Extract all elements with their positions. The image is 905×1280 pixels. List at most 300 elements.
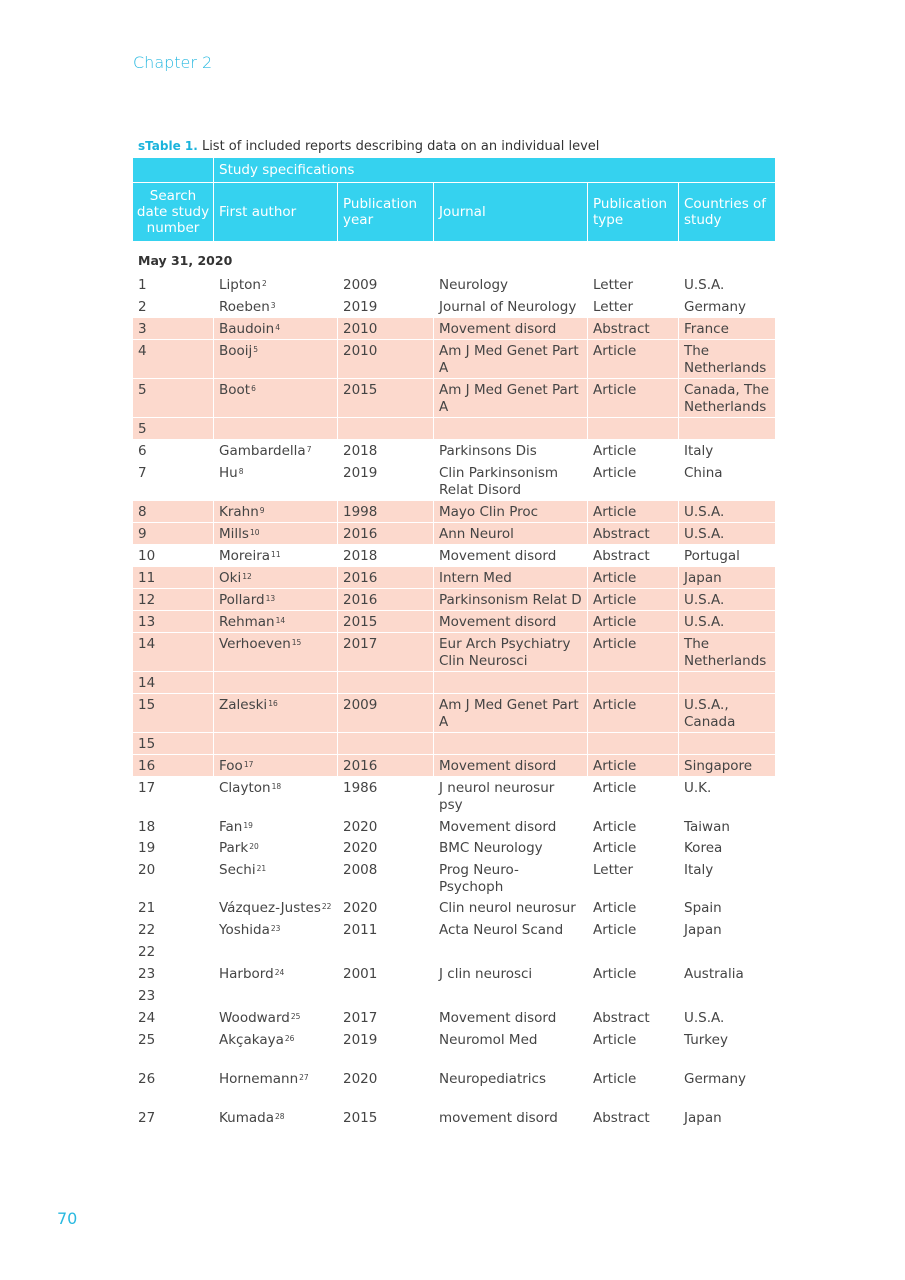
reference-superscript: 8 (238, 467, 244, 476)
cell-publication-type (588, 378, 679, 417)
cell-country (679, 417, 775, 439)
cell-publication-year (338, 693, 434, 732)
cell-publication-type (588, 1006, 679, 1028)
cell-journal (434, 317, 588, 339)
cell-publication-type-text: Abstract (593, 526, 650, 542)
cell-country-text: Taiwan (684, 819, 730, 835)
cell-country (679, 566, 775, 588)
cell-search-number (133, 962, 214, 984)
cell-publication-year (338, 984, 434, 1006)
cell-publication-type-text: Article (593, 382, 637, 398)
cell-country-text: The Netherlands (684, 636, 767, 669)
cell-publication-year (338, 500, 434, 522)
cell-journal-text: Mayo Clin Proc (439, 504, 539, 520)
cell-publication-year (338, 417, 434, 439)
cell-country-text: The Netherlands (684, 343, 767, 376)
cell-search-number (133, 632, 214, 671)
cell-publication-year (338, 632, 434, 671)
table-row (133, 1106, 775, 1128)
table-row (133, 522, 775, 544)
cell-search-number-text: 23 (138, 988, 156, 1004)
cell-search-number-text: 8 (138, 504, 147, 520)
cell-publication-year-text: 2010 (343, 343, 378, 359)
table-caption-label: sTable 1. (138, 139, 198, 153)
cell-journal (434, 632, 588, 671)
cell-publication-type-text: Article (593, 504, 637, 520)
cell-publication-year (338, 754, 434, 776)
cell-publication-year-text: 2016 (343, 570, 378, 586)
cell-journal (434, 378, 588, 417)
table-row (133, 858, 775, 896)
cell-publication-type-text: Article (593, 819, 637, 835)
cell-publication-year (338, 776, 434, 815)
reference-superscript: 26 (284, 1034, 295, 1043)
cell-journal-text: movement disord (439, 1110, 558, 1126)
cell-search-number-text: 2 (138, 299, 147, 315)
cell-country-text: Turkey (684, 1032, 728, 1048)
table-row (133, 918, 775, 940)
cell-publication-type (588, 1028, 679, 1067)
cell-publication-type-text: Article (593, 697, 637, 713)
cell-publication-type (588, 918, 679, 940)
cell-first-author (214, 1006, 338, 1028)
cell-publication-type-text: Article (593, 966, 637, 982)
cell-publication-year-text: 2016 (343, 758, 378, 774)
reference-superscript: 19 (243, 821, 253, 830)
table-row (133, 836, 775, 858)
cell-search-number (133, 918, 214, 940)
cell-first-author-text: Baudoin (219, 321, 275, 337)
cell-first-author (214, 522, 338, 544)
cell-search-number-text: 21 (138, 900, 156, 916)
cell-country (679, 439, 775, 461)
cell-first-author (214, 693, 338, 732)
cell-first-author (214, 500, 338, 522)
cell-journal (434, 461, 588, 500)
cell-search-number (133, 461, 214, 500)
cell-journal-text: Journal of Neurology (439, 299, 577, 315)
cell-journal (434, 295, 588, 317)
cell-publication-type-text: Article (593, 570, 637, 586)
page-number: 70 (57, 1209, 78, 1228)
cell-search-number (133, 378, 214, 417)
cell-country-text: Japan (684, 570, 722, 586)
cell-first-author (214, 858, 338, 896)
cell-country (679, 962, 775, 984)
cell-country (679, 544, 775, 566)
cell-publication-type (588, 588, 679, 610)
cell-journal (434, 417, 588, 439)
cell-search-number (133, 693, 214, 732)
cell-search-number (133, 339, 214, 378)
table-row (133, 693, 775, 732)
cell-search-number-text: 11 (138, 570, 156, 586)
cell-publication-type (588, 610, 679, 632)
table-row (133, 984, 775, 1006)
cell-search-number (133, 732, 214, 754)
cell-country-text: China (684, 465, 723, 481)
cell-search-number (133, 1006, 214, 1028)
cell-publication-type (588, 632, 679, 671)
cell-country (679, 1006, 775, 1028)
cell-journal-text: Parkinsonism Relat D (439, 592, 582, 608)
cell-country (679, 858, 775, 896)
cell-search-number-text: 13 (138, 614, 156, 630)
reference-superscript: 18 (271, 782, 282, 791)
cell-search-number-text: 5 (138, 421, 147, 437)
cell-search-number (133, 858, 214, 896)
table-row (133, 544, 775, 566)
cell-search-number-text: 20 (138, 862, 156, 878)
cell-journal-text: Intern Med (439, 570, 512, 586)
cell-country-text: Spain (684, 900, 722, 916)
cell-search-number (133, 671, 214, 693)
cell-country (679, 896, 775, 918)
cell-publication-year-text: 2009 (343, 697, 378, 713)
cell-publication-year (338, 273, 434, 295)
cell-search-number-text: 3 (138, 321, 147, 337)
cell-first-author-text: Moreira (219, 548, 271, 564)
cell-journal-text: Movement disord (439, 758, 557, 774)
cell-country (679, 610, 775, 632)
reference-superscript: 14 (275, 616, 286, 625)
cell-first-author-text: Vázquez-Justes (219, 900, 321, 916)
reference-superscript: 7 (306, 445, 312, 454)
reference-superscript: 13 (265, 594, 276, 603)
cell-publication-type (588, 544, 679, 566)
table-row (133, 1028, 775, 1067)
cell-publication-type (588, 439, 679, 461)
cell-country (679, 317, 775, 339)
cell-publication-year-text: 2016 (343, 592, 378, 608)
cell-country-text: Germany (684, 1071, 747, 1087)
cell-country (679, 461, 775, 500)
reference-superscript: 23 (270, 924, 281, 933)
reference-superscript: 6 (251, 384, 256, 393)
cell-country (679, 732, 775, 754)
table-column-header-row (133, 183, 775, 241)
table-row (133, 896, 775, 918)
cell-publication-type-text: Article (593, 1071, 637, 1087)
cell-country (679, 588, 775, 610)
cell-publication-year-text: 2020 (343, 819, 378, 835)
cell-journal-text: Eur Arch Psychiatry Clin Neurosci (439, 636, 571, 669)
column-header-first-author: First author (214, 183, 338, 241)
reference-superscript: 27 (299, 1073, 309, 1082)
group-header-spacer (133, 158, 214, 183)
cell-publication-year-text: 1998 (343, 504, 378, 520)
cell-publication-type-text: Article (593, 840, 637, 856)
table-row (133, 317, 775, 339)
cell-publication-year (338, 461, 434, 500)
cell-publication-type-text: Abstract (593, 1010, 650, 1026)
cell-publication-type (588, 339, 679, 378)
cell-search-number-text: 22 (138, 922, 156, 938)
cell-search-number-text: 14 (138, 675, 156, 691)
cell-publication-year-text: 2008 (343, 862, 378, 878)
cell-publication-type-text: Abstract (593, 321, 650, 337)
cell-search-number (133, 815, 214, 836)
cell-country-text: U.K. (684, 780, 712, 796)
cell-search-number (133, 500, 214, 522)
cell-journal-text: Neuropediatrics (439, 1071, 546, 1087)
table-row (133, 273, 775, 295)
column-header-search-number: Search date study number (133, 183, 214, 241)
cell-search-number (133, 1028, 214, 1067)
column-header-journal: Journal (434, 183, 588, 241)
reference-superscript: 17 (243, 760, 254, 769)
cell-country (679, 1067, 775, 1106)
cell-search-number (133, 896, 214, 918)
cell-journal-text: Movement disord (439, 1010, 557, 1026)
cell-search-number-text: 17 (138, 780, 156, 796)
cell-country (679, 754, 775, 776)
cell-journal-text: Neuromol Med (439, 1032, 538, 1048)
cell-publication-year-text: 2018 (343, 443, 378, 459)
cell-publication-type-text: Article (593, 780, 637, 796)
cell-journal (434, 610, 588, 632)
table-row (133, 754, 775, 776)
group-header-study-specifications: Study specifications (214, 158, 775, 183)
cell-country (679, 984, 775, 1006)
cell-journal (434, 566, 588, 588)
cell-journal-text: BMC Neurology (439, 840, 543, 856)
cell-first-author (214, 918, 338, 940)
reference-superscript: 20 (249, 842, 259, 851)
cell-journal (434, 1006, 588, 1028)
table-row (133, 940, 775, 962)
reference-superscript: 12 (242, 572, 252, 581)
cell-publication-type (588, 732, 679, 754)
cell-publication-year (338, 378, 434, 417)
cell-first-author (214, 671, 338, 693)
cell-first-author-text: Fan (219, 819, 243, 835)
cell-first-author-text: Zaleski (219, 697, 268, 713)
cell-first-author (214, 417, 338, 439)
cell-first-author (214, 1106, 338, 1128)
cell-first-author (214, 962, 338, 984)
chapter-heading: Chapter 2 (133, 53, 213, 72)
cell-publication-year-text: 2019 (343, 1032, 378, 1048)
cell-country-text: France (684, 321, 729, 337)
cell-country (679, 815, 775, 836)
cell-first-author-text: Krahn (219, 504, 259, 520)
cell-publication-year (338, 836, 434, 858)
cell-first-author (214, 1028, 338, 1067)
cell-publication-year-text: 2020 (343, 840, 378, 856)
table-row (133, 588, 775, 610)
reference-superscript: 4 (275, 323, 281, 332)
cell-country-text: U.S.A. (684, 526, 725, 542)
cell-search-number-text: 12 (138, 592, 156, 608)
cell-publication-type (588, 984, 679, 1006)
cell-publication-year (338, 1067, 434, 1106)
cell-search-number-text: 6 (138, 443, 147, 459)
cell-publication-year-text: 2019 (343, 465, 378, 481)
cell-journal (434, 858, 588, 896)
cell-first-author-text: Verhoeven (219, 636, 291, 652)
reference-superscript: 3 (270, 301, 276, 310)
cell-search-number-text: 10 (138, 548, 156, 564)
cell-search-number (133, 776, 214, 815)
cell-first-author-text: Lipton (219, 277, 261, 293)
table-row (133, 962, 775, 984)
cell-search-number-text: 24 (138, 1010, 156, 1026)
cell-first-author-text: Kumada (219, 1110, 275, 1126)
cell-country-text: Canada, The Netherlands (684, 382, 770, 415)
cell-first-author-text: Yoshida (219, 922, 270, 938)
cell-country-text: Italy (684, 443, 714, 459)
cell-publication-year-text: 2020 (343, 1071, 378, 1087)
cell-journal-text: Am J Med Genet Part A (439, 382, 579, 415)
cell-search-number-text: 1 (138, 277, 147, 293)
cell-search-number-text: 27 (138, 1110, 156, 1126)
section-row (133, 241, 775, 273)
cell-publication-type-text: Article (593, 614, 637, 630)
cell-search-number-text: 19 (138, 840, 156, 856)
cell-search-number-text: 26 (138, 1071, 156, 1087)
cell-country (679, 339, 775, 378)
cell-journal-text: Movement disord (439, 548, 557, 564)
cell-country-text: Korea (684, 840, 723, 856)
cell-journal (434, 339, 588, 378)
reference-superscript: 10 (249, 528, 260, 537)
cell-publication-year (338, 858, 434, 896)
cell-first-author (214, 439, 338, 461)
reference-superscript: 5 (253, 345, 259, 354)
cell-first-author-text: Woodward (219, 1010, 290, 1026)
cell-publication-type (588, 671, 679, 693)
cell-journal-text: Acta Neurol Scand (439, 922, 564, 938)
cell-search-number-text: 7 (138, 465, 147, 481)
cell-first-author-text: Hornemann (219, 1071, 299, 1087)
reference-superscript: 9 (259, 506, 265, 515)
cell-publication-type (588, 836, 679, 858)
cell-publication-year-text: 2019 (343, 299, 378, 315)
cell-publication-year (338, 918, 434, 940)
cell-publication-year-text: 2020 (343, 900, 378, 916)
cell-first-author (214, 836, 338, 858)
cell-first-author-text: Rehman (219, 614, 275, 630)
cell-publication-type (588, 962, 679, 984)
cell-country-text: U.S.A. (684, 614, 725, 630)
cell-publication-type (588, 417, 679, 439)
cell-publication-year (338, 671, 434, 693)
table-row (133, 610, 775, 632)
column-header-countries: Countries of study (679, 183, 775, 241)
section-date-label: May 31, 2020 (133, 241, 775, 273)
cell-country (679, 776, 775, 815)
table-row (133, 339, 775, 378)
cell-first-author-text: Pollard (219, 592, 265, 608)
cell-country-text: U.S.A., Canada (684, 697, 736, 730)
cell-first-author-text: Clayton (219, 780, 271, 796)
cell-journal-text: Parkinsons Dis (439, 443, 537, 459)
cell-publication-type-text: Article (593, 443, 637, 459)
cell-journal-text: J clin neurosci (439, 966, 533, 982)
reference-superscript: 28 (275, 1112, 285, 1121)
table-row (133, 1067, 775, 1106)
cell-search-number-text: 14 (138, 636, 156, 652)
cell-publication-year-text: 1986 (343, 780, 378, 796)
table-row (133, 461, 775, 500)
cell-journal (434, 1067, 588, 1106)
table-row (133, 671, 775, 693)
cell-country-text: Portugal (684, 548, 740, 564)
cell-publication-type (588, 522, 679, 544)
cell-search-number-text: 23 (138, 966, 156, 982)
table-caption-text: List of included reports describing data on an individual level (201, 139, 600, 154)
cell-publication-type-text: Article (593, 636, 637, 652)
table-group-header-row (133, 158, 775, 183)
cell-publication-year (338, 940, 434, 962)
table-row (133, 500, 775, 522)
cell-first-author (214, 378, 338, 417)
cell-country-text: Singapore (684, 758, 753, 774)
cell-publication-year (338, 962, 434, 984)
cell-country (679, 671, 775, 693)
cell-first-author (214, 984, 338, 1006)
cell-search-number (133, 566, 214, 588)
cell-search-number-text: 25 (138, 1032, 156, 1048)
cell-journal (434, 836, 588, 858)
cell-search-number (133, 439, 214, 461)
cell-journal (434, 273, 588, 295)
cell-publication-type (588, 754, 679, 776)
cell-country (679, 693, 775, 732)
cell-publication-type-text: Article (593, 758, 637, 774)
cell-first-author-text: Roeben (219, 299, 270, 315)
cell-search-number (133, 940, 214, 962)
cell-first-author (214, 566, 338, 588)
reference-superscript: 16 (268, 699, 278, 708)
cell-country (679, 378, 775, 417)
cell-publication-year (338, 1106, 434, 1128)
cell-journal (434, 544, 588, 566)
cell-publication-year-text: 2015 (343, 614, 378, 630)
cell-first-author (214, 273, 338, 295)
cell-search-number (133, 754, 214, 776)
cell-search-number (133, 588, 214, 610)
cell-country (679, 940, 775, 962)
cell-publication-type-text: Article (593, 592, 637, 608)
cell-publication-type-text: Article (593, 922, 637, 938)
cell-journal (434, 896, 588, 918)
cell-search-number (133, 273, 214, 295)
table-caption (138, 139, 599, 154)
cell-journal (434, 588, 588, 610)
cell-publication-year (338, 544, 434, 566)
cell-journal (434, 984, 588, 1006)
table-row (133, 295, 775, 317)
cell-publication-year (338, 439, 434, 461)
cell-publication-year-text: 2016 (343, 526, 378, 542)
cell-country (679, 632, 775, 671)
reference-superscript: 24 (274, 968, 285, 977)
cell-publication-year (338, 317, 434, 339)
cell-first-author (214, 732, 338, 754)
table-row (133, 732, 775, 754)
reference-superscript: 21 (256, 864, 267, 873)
cell-journal (434, 776, 588, 815)
cell-publication-year-text: 2017 (343, 636, 378, 652)
cell-country-text: Australia (684, 966, 744, 982)
cell-country (679, 273, 775, 295)
cell-publication-type (588, 295, 679, 317)
cell-first-author-text: Booij (219, 343, 253, 359)
cell-journal (434, 940, 588, 962)
cell-country-text: Germany (684, 299, 747, 315)
